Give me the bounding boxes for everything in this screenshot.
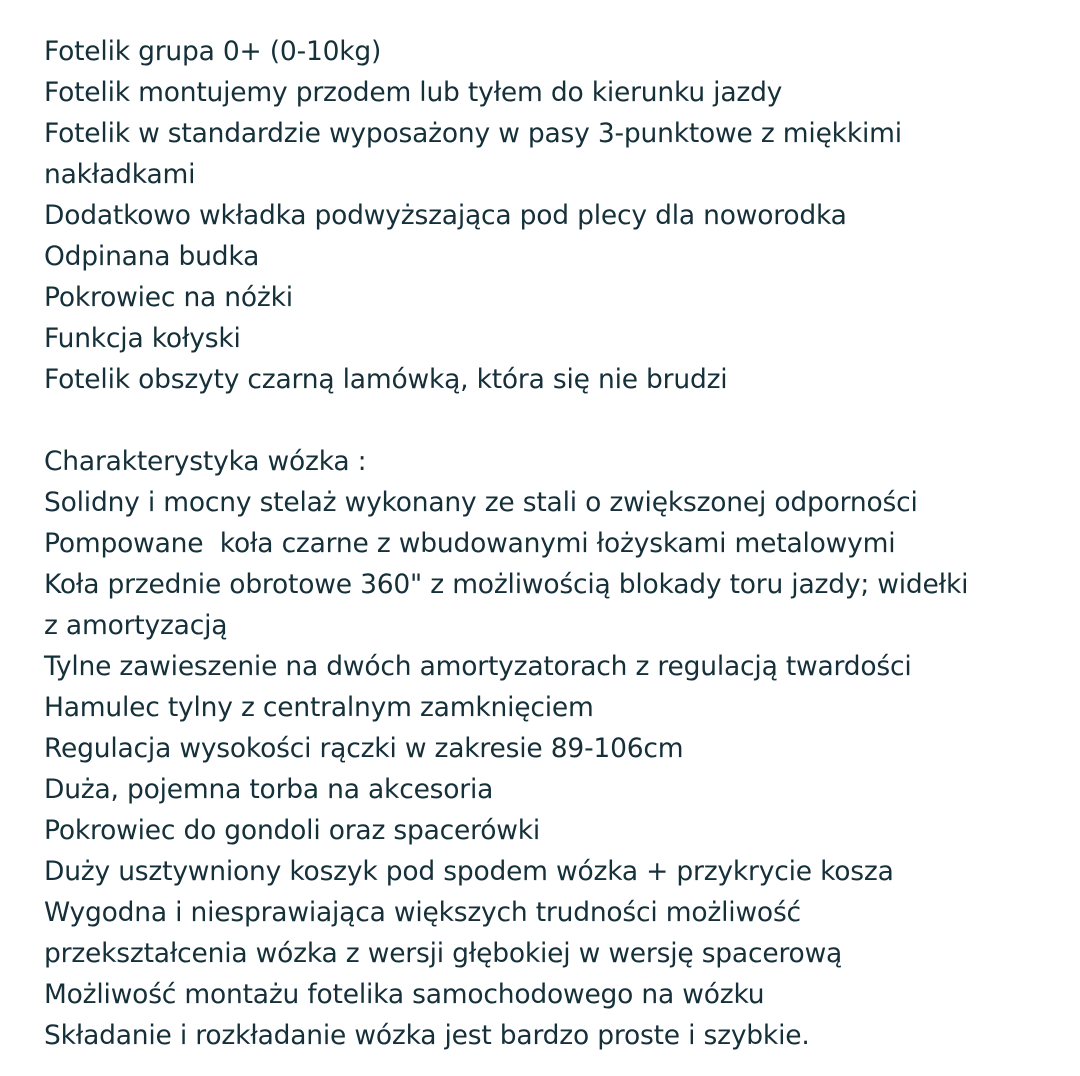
stroller-line: Pompowane koła czarne z wbudowanymi łożyskami metalowymi xyxy=(44,528,896,559)
stroller-line: Duża, pojemna torba na akcesoria xyxy=(44,774,494,805)
seat-line: Fotelik grupa 0+ (0-10kg) xyxy=(44,36,382,67)
stroller-line: Solidny i mocny stelaż wykonany ze stali o zwiększonej odporności xyxy=(44,487,918,518)
stroller-line: Możliwość montażu fotelika samochodowego na wózku xyxy=(44,979,765,1010)
stroller-line: z amortyzacją xyxy=(44,610,228,641)
seat-section xyxy=(44,31,1054,400)
stroller-line: Tylne zawieszenie na dwóch amortyzatorach z regulacją twardości xyxy=(44,651,912,682)
stroller-line: Pokrowiec do gondoli oraz spacerówki xyxy=(44,815,541,846)
seat-line: nakładkami xyxy=(44,159,196,190)
stroller-line: Koła przednie obrotowe 360" z możliwością blokady toru jazdy; widełki xyxy=(44,569,969,600)
stroller-line: Duży usztywniony koszyk pod spodem wózka + przykrycie kosza xyxy=(44,856,894,887)
stroller-line: Regulacja wysokości rączki w zakresie 89-106cm xyxy=(44,733,684,764)
stroller-line: Składanie i rozkładanie wózka jest bardzo proste i szybkie. xyxy=(44,1020,810,1051)
stroller-section xyxy=(44,441,1054,1056)
seat-line: Dodatkowo wkładka podwyższająca pod plecy dla noworodka xyxy=(44,200,847,231)
product-description xyxy=(44,31,1054,1056)
seat-line: Fotelik obszyty czarną lamówką, która się nie brudzi xyxy=(44,364,728,395)
seat-line: Fotelik montujemy przodem lub tyłem do kierunku jazdy xyxy=(44,77,783,108)
stroller-line: Hamulec tylny z centralnym zamknięciem xyxy=(44,692,594,723)
stroller-line: Wygodna i niesprawiająca większych trudności możliwość xyxy=(44,897,801,928)
stroller-heading: Charakterystyka wózka : xyxy=(44,446,367,477)
seat-line: Pokrowiec na nóżki xyxy=(44,282,293,313)
seat-line: Fotelik w standardzie wyposażony w pasy 3-punktowe z miękkimi xyxy=(44,118,902,149)
seat-line: Odpinana budka xyxy=(44,241,260,272)
section-spacer xyxy=(44,400,1054,441)
stroller-line: przekształcenia wózka z wersji głębokiej w wersję spacerową xyxy=(44,938,843,969)
seat-line: Funkcja kołyski xyxy=(44,323,241,354)
